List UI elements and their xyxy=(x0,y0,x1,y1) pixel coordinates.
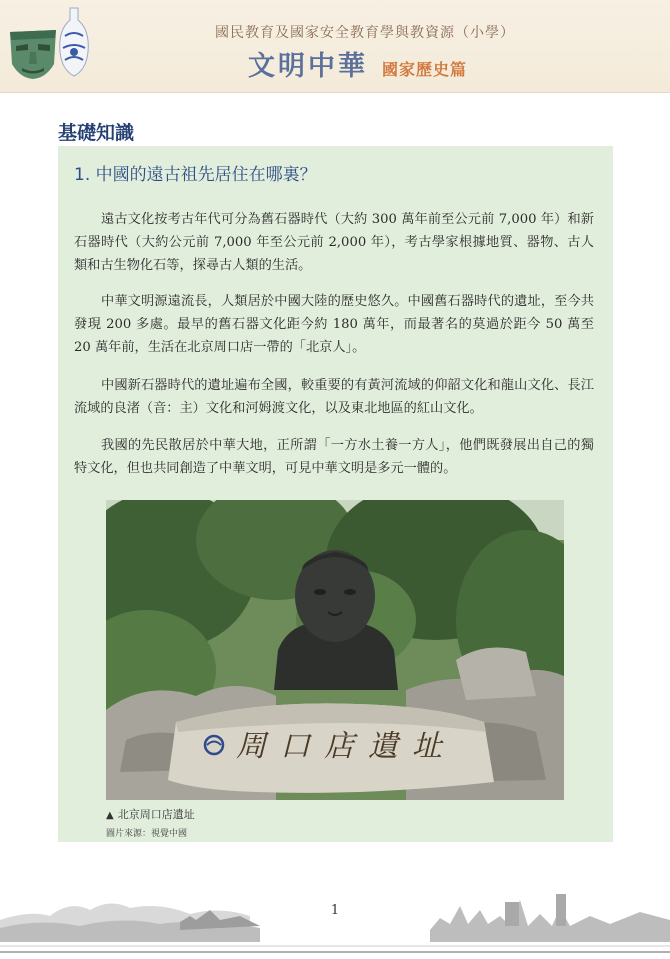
page-header xyxy=(0,0,670,93)
paragraph-3: 中國新石器時代的遺址遍布全國，較重要的有黃河流域的仰韶文化和龍山文化、長江流域的良渚（音：主）文化和河姆渡文化，以及東北地區的紅山文化。 xyxy=(74,378,594,416)
porcelain-vase-icon xyxy=(56,6,92,78)
photo-caption xyxy=(106,806,195,822)
title-row xyxy=(248,44,468,82)
footer-landscape xyxy=(0,880,670,959)
question-heading: 1. 中國的遠古祖先居住在哪裏？ xyxy=(74,165,317,185)
resource-subtitle: 國民教育及國家安全教育學與教資源（小學） xyxy=(215,25,515,41)
publication-tag: 國家歷史篇 xyxy=(382,60,468,79)
stone-inscription: 周口店遺址 xyxy=(236,729,456,764)
caption-triangle-icon: ▲ xyxy=(106,810,114,821)
caption-text: 北京周口店遺址 xyxy=(117,808,195,821)
page-number: 1 xyxy=(330,903,340,918)
photo-credit: 圖片來源：視覺中國 xyxy=(106,829,188,839)
publication-title: 文明中華 xyxy=(248,51,368,82)
paragraph-1: 遠古文化按考古年代可分為舊石器時代（大約 300 萬年前至公元前 7,000 年）和新石器時代（大約公元前 7,000 年至公元前 2,000 年），考古學家根據地質、器物、古人類和古生物化石等，探尋古人類的生活。 xyxy=(74,212,594,273)
section-heading: 基礎知識 xyxy=(58,122,135,144)
site-photo xyxy=(106,500,564,800)
paragraph-2: 中華文明源遠流長，人類居於中國大陸的歷史悠久。中國舊石器時代的遺址，至今共發現 200 多處。最早的舊石器文化距今約 180 萬年，而最著名的莫過於距今 50 萬至 20 萬年前，生活在北京周口店一帶的「北京人」。 xyxy=(74,294,594,355)
peking-man-statue-photo xyxy=(106,500,564,800)
content-box xyxy=(58,146,613,842)
paragraph-4: 我國的先民散居於中華大地，正所謂「一方水土養一方人」，他們既發展出自己的獨特文化，但也共同創造了中華文明，可見中華文明是多元一體的。 xyxy=(74,438,594,476)
